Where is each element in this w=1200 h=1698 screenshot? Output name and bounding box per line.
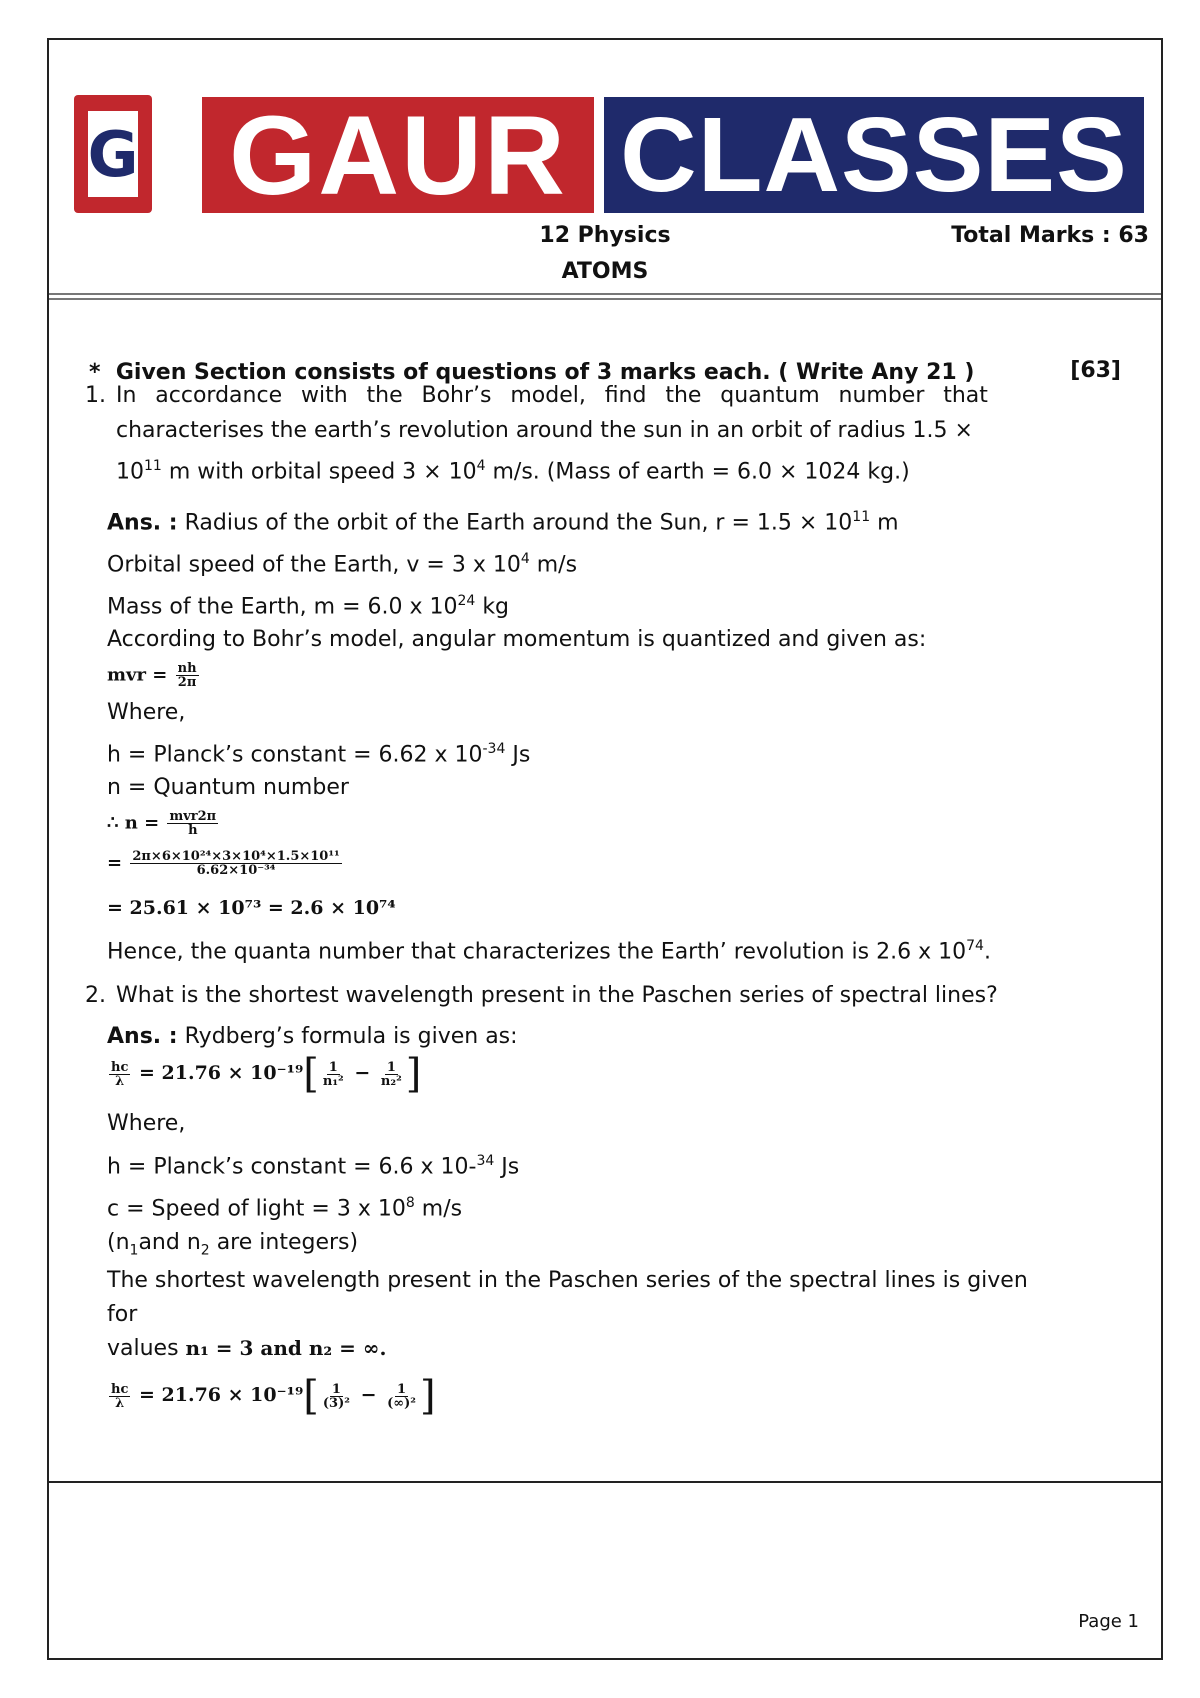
subject-title: 12 Physics: [539, 223, 671, 248]
answer-1-planck: h = Planck’s constant = 6.62 x $10^{-34}$ Js: [107, 741, 531, 768]
answer-2-where: Where,: [107, 1111, 186, 1136]
question-1-line-2: characterises the earth’s revolution around the sun in an orbit of radius 1.5 ×: [116, 418, 973, 443]
answer-1-bohr-statement: According to Bohr’s model, angular momentum is quantized and given as:: [107, 627, 927, 652]
equation-paschen: $\frac{hc}{\lambda}$ = 21.76 × 10⁻¹⁹[ $\frac{1}{\text{(3)²}}$ − $\frac{1}{\text{(∞)²}}$ ]: [111, 1373, 436, 1419]
answer-2-shortest-wavelength: The shortest wavelength present in the Paschen series of the spectral lines is given: [107, 1268, 1028, 1293]
question-1-word: quantum: [720, 383, 820, 408]
question-1-word: that: [943, 383, 988, 408]
question-1-word: the: [366, 383, 403, 408]
answer-1-quantum-number: n = Quantum number: [107, 775, 349, 800]
equation-rydberg: $\frac{hc}{\lambda}$ = 21.76 × 10⁻¹⁹[ $\frac{1}{\text{n₁²}}$ − $\frac{1}{\text{n₂²}}$ ]: [111, 1051, 422, 1097]
logo-word-gaur: GAUR: [202, 97, 594, 213]
footer-divider: [49, 1481, 1161, 1483]
question-2-number: 2.: [85, 983, 106, 1008]
equation-substitution: = $\frac{\text{2π×6×10²⁴×3×10⁴×1.5×10¹¹}}{\text{6.62×10⁻³⁴}}$: [107, 849, 340, 878]
question-1-word: with: [300, 383, 348, 408]
equation-result: = 25.61 × 10⁷³ = 2.6 × 10⁷⁴: [107, 897, 396, 919]
logo-g-letter: G: [88, 111, 138, 197]
logo-word-classes: CLASSES: [604, 97, 1144, 213]
section-title-text: Given Section consists of questions of 3 marks each. ( Write Any 21 ): [115, 360, 975, 385]
chapter-title: ATOMS: [561, 259, 649, 284]
answer-2-for: for: [107, 1302, 138, 1327]
question-1-line-1: [116, 383, 988, 408]
answer-1-speed: Orbital speed of the Earth, v = 3 x $10^4$ m/s: [107, 551, 578, 578]
page-frame: [47, 38, 1163, 1660]
question-1-word: number: [838, 383, 925, 408]
question-1-line-3: $10^{11}$ m with orbital speed $3 \times 10^4$ m/s. (Mass of earth = 6.0 × 1024 kg.): [116, 458, 910, 485]
answer-1-where: Where,: [107, 700, 186, 725]
answer-1-radius: Ans. : Radius of the orbit of the Earth around the Sun, $r = 1.5 \times 10^{11}$ m: [107, 509, 899, 536]
equation-n: ∴ n = $\frac{\text{mvr2π}}{h}$: [107, 809, 217, 838]
answer-label: Ans. :: [107, 1024, 178, 1049]
section-heading: [89, 360, 974, 385]
question-1-word: the: [665, 383, 702, 408]
section-marks: [63]: [1070, 358, 1121, 383]
answer-2-values: values n₁ = 3 and n₂ = ∞.: [107, 1336, 387, 1361]
question-1-number: 1.: [85, 383, 106, 408]
answer-label: Ans. :: [107, 510, 178, 536]
question-1-word: model,: [510, 383, 586, 408]
equation-angular-momentum: mvr = $\frac{nh}{2\pi}$: [107, 661, 197, 690]
question-1-word: find: [604, 383, 647, 408]
section-bullet: *: [89, 360, 101, 385]
answer-2-planck: h = Planck’s constant = 6.6 x 10-$^{34}$ Js: [107, 1153, 520, 1180]
question-1-word: In: [116, 383, 137, 408]
total-marks: Total Marks : 63: [951, 223, 1149, 248]
answer-2-rydberg: Ans. : Rydberg’s formula is given as:: [107, 1024, 518, 1049]
gaur-classes-logo: [74, 92, 1144, 218]
answer-2-integers: ($n_1and$ $n_2$ are integers): [107, 1230, 359, 1259]
question-1-word: accordance: [155, 383, 283, 408]
question-2-text: What is the shortest wavelength present in the Paschen series of spectral lines?: [116, 983, 998, 1008]
page-number: Page 1: [1078, 1611, 1139, 1632]
logo-g-mark: [74, 95, 152, 213]
answer-1-conclusion: Hence, the quanta number that characterizes the Earth’ revolution is 2.6 x $10^{74}$.: [107, 938, 991, 965]
answer-2-speed-of-light: c = Speed of light = 3 x $10^8$ m/s: [107, 1195, 463, 1222]
question-1-word: Bohr’s: [421, 383, 492, 408]
header-divider: [49, 293, 1161, 300]
answer-1-mass: Mass of the Earth, m = 6.0 x $10^{24}$ kg: [107, 593, 510, 620]
